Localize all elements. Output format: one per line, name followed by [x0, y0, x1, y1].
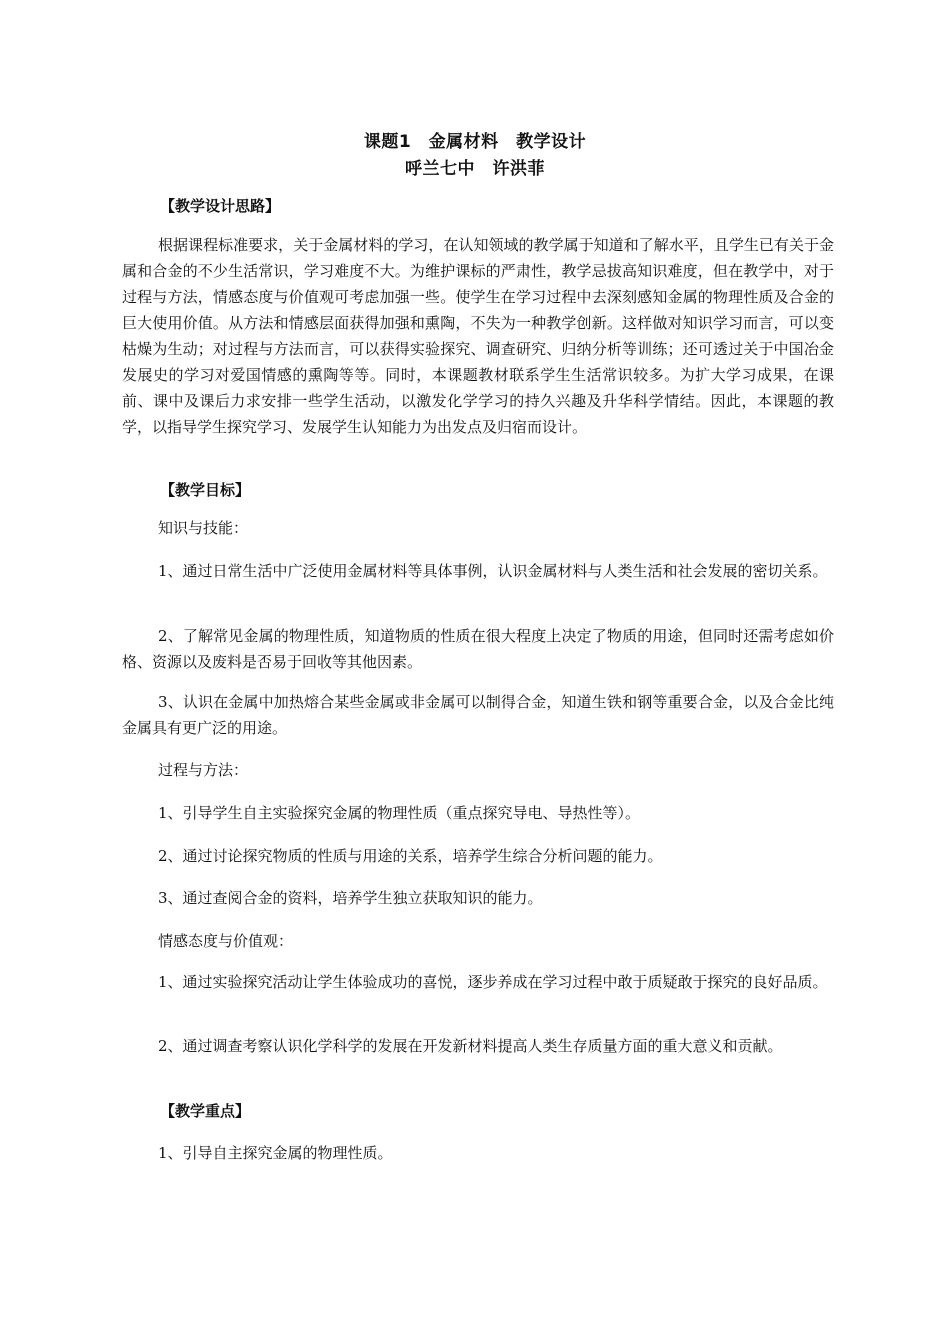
process-item: 1、引导学生自主实验探究金属的物理性质（重点探究导电、导热性等）。: [158, 804, 641, 822]
process-label: 过程与方法：: [158, 761, 249, 779]
knowledge-label: 知识与技能：: [158, 519, 249, 537]
document-title: 课题1 金属材料 教学设计: [363, 132, 587, 152]
document-author: 呼兰七中 许洪菲: [405, 159, 545, 179]
key-point-item: 1、引导自主探究金属的物理性质。: [158, 1144, 393, 1162]
emotion-label: 情感态度与价值观：: [158, 932, 294, 950]
emotion-item: 2、通过调查考察认识化学科学的发展在开发新材料提高人类生存质量方面的重大意义和贡献。: [158, 1037, 783, 1055]
knowledge-item: 1、通过日常生活中广泛使用金属材料等具体事例，认识金属材料与人类生活和社会发展的密切关系。: [158, 562, 828, 580]
heading-objectives: 【教学目标】: [160, 481, 251, 499]
knowledge-item: 2、了解常见金属的物理性质，知道物质的性质在很大程度上决定了物质的用途，但同时还需考虑如价格、资源以及废料是否易于回收等其他因素。: [122, 627, 834, 671]
design-thinking-paragraph: 根据课程标准要求，关于金属材料的学习，在认知领域的教学属于知道和了解水平，且学生已有关于金属和合金的不少生活常识，学习难度不大。为维护课标的严肃性，教学忌拔高知识难度，但在教学中，对于过程与方法，情感态度与价值观可考虑加强一些。使学生在学习过程中去深刻感知金属的物理性质及合金的巨大使用价值。从方法和情感层面获得加强和熏陶，不失为一种教学创新。这样做对知识学习而言，可以变枯燥为生动；对过程与方法而言，可以获得实验探究、调查研究、归纳分析等训练；还可透过关于中国冶金发展史的学习对爱国情感的熏陶等等。同时，本课题教材联系学生生活常识较多。为扩大学习成果，在课前、课中及课后力求安排一些学生活动，以激发化学学习的持久兴趣及升华科学情结。因此，本课题的教学，以指导学生探究学习、发展学生认知能力为出发点及归宿而设计。: [122, 236, 834, 436]
process-item: 3、通过查阅合金的资料，培养学生独立获取知识的能力。: [158, 889, 543, 907]
heading-design-thinking: 【教学设计思路】: [160, 197, 281, 215]
emotion-item: 1、通过实验探究活动让学生体验成功的喜悦，逐步养成在学习过程中敢于质疑敢于探究的良好品质。: [158, 973, 828, 991]
heading-key-points: 【教学重点】: [160, 1102, 251, 1120]
process-item: 2、通过讨论探究物质的性质与用途的关系，培养学生综合分析问题的能力。: [158, 847, 663, 865]
knowledge-item: 3、认识在金属中加热熔合某些金属或非金属可以制得合金，知道生铁和钢等重要合金，以及合金比纯金属具有更广泛的用途。: [122, 693, 834, 737]
